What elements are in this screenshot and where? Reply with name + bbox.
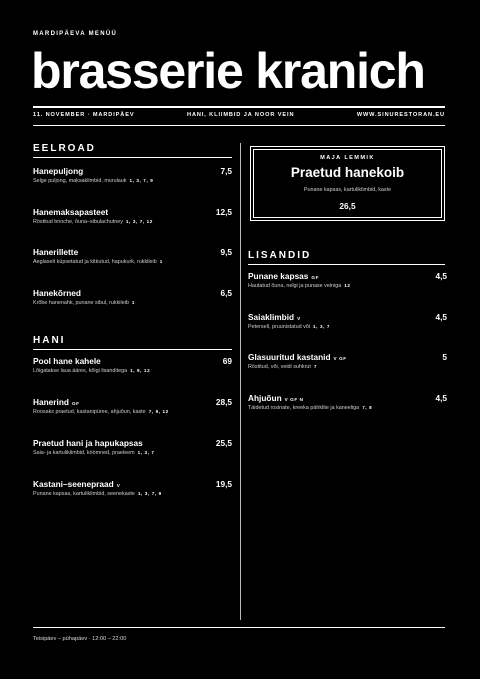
item-price: 25,5 <box>215 438 232 448</box>
featured-description: Punane kapsas, kartuliklimbid, kaste <box>303 187 392 193</box>
item-name: Hanerind <box>33 397 69 407</box>
item-price: 5 <box>442 352 447 362</box>
header-rule-top <box>33 106 445 108</box>
item-description: Petersell, pruunistatud või <box>248 324 311 330</box>
dietary-tag: V GF N <box>284 397 304 402</box>
item-name: Glasuuritud kastanid <box>248 352 331 362</box>
item-description: Lõigatakse laua ääres, kõigi lisanditega <box>33 368 128 374</box>
menu-item <box>33 166 232 188</box>
item-allergens: 7 <box>313 364 318 369</box>
featured-dish-box <box>250 146 445 221</box>
item-allergens: 1 <box>131 300 136 305</box>
item-name: Hanepuljong <box>33 166 84 176</box>
item-name: Pool hane kahele <box>33 356 101 366</box>
restaurant-name: brasserie kranich <box>31 43 425 99</box>
featured-name: Praetud hanekoib <box>290 165 405 180</box>
item-description: Krõbe hanenahk, punane sibul, rukkileib <box>33 300 129 306</box>
section-rule-eelroad <box>33 157 232 158</box>
item-description: Hautatud õuna, nelgi ja punase veiniga <box>248 283 342 289</box>
section-rule-lisandid <box>248 264 445 265</box>
item-price: 4,5 <box>435 312 447 322</box>
item-name: Praetud hani ja hapukapsas <box>33 438 143 448</box>
column-divider <box>240 143 241 620</box>
featured-label: MAJA LEMMIK <box>320 155 375 161</box>
dietary-tag: V <box>297 316 301 321</box>
section-title-eelroad: EELROAD <box>33 143 96 154</box>
item-description: Röstitud, või, veidi suhkrut <box>248 364 311 370</box>
item-name: Hanekõrned <box>33 288 81 298</box>
item-allergens: 1, 3, 7, 12 <box>125 219 153 224</box>
menu-item <box>248 352 447 374</box>
menu-item <box>33 479 232 501</box>
item-description: Selge puljong, maksaklimbid, murulauk <box>33 178 127 184</box>
menu-item <box>33 356 232 378</box>
footer-rule <box>33 627 445 628</box>
menu-date: 11. NOVEMBER · MARDIPÄEV <box>33 112 135 118</box>
item-description: Saia- ja kartuliklimbid, köömned, praeleem <box>33 450 135 456</box>
item-name: Punane kapsas <box>248 271 309 281</box>
item-allergens: 1, 9, 12 <box>130 368 151 373</box>
dietary-tag: V GF <box>333 356 347 361</box>
section-title-hani: HANI <box>33 335 66 346</box>
item-description: Aeglaselt küpsetatud ja kitkutud, hapukurk, rukkileib <box>33 259 157 265</box>
item-name: Ahjuõun <box>248 393 282 403</box>
item-name: Hanemaksapasteet <box>33 207 109 217</box>
item-name: Hanerillette <box>33 247 79 257</box>
item-description: Täidetud rosinate, kreeka pähklite ja kaneeliga <box>248 405 360 411</box>
menu-overline: MARDIPÄEVA MENÜÜ <box>33 31 118 37</box>
item-price: 28,5 <box>215 397 232 407</box>
item-price: 6,5 <box>220 288 232 298</box>
item-price: 7,5 <box>220 166 232 176</box>
section-rule-hani <box>33 349 232 350</box>
section-title-lisandid: LISANDID <box>248 250 312 261</box>
item-price: 9,5 <box>220 247 232 257</box>
item-allergens: 12 <box>344 283 351 288</box>
menu-item <box>248 312 447 334</box>
featured-price: 26,5 <box>339 201 356 211</box>
info-bar <box>33 112 445 122</box>
item-description: Punane kapsas, kartuliklimbid, seenekaste <box>33 491 135 497</box>
item-price: 4,5 <box>435 271 447 281</box>
item-allergens: 1, 3, 7 <box>313 324 331 329</box>
item-allergens: 1, 3, 7 <box>137 450 155 455</box>
menu-item <box>33 288 232 310</box>
item-description: Roosaks praetud, kastanipüree, ahjuõun, kaste <box>33 409 146 415</box>
header-rule-bottom <box>33 125 445 126</box>
menu-item <box>248 271 447 293</box>
menu-item <box>33 438 232 460</box>
opening-hours: Teisipäev – pühapäev · 12:00 – 22:00 <box>33 636 127 642</box>
menu-item <box>33 207 232 229</box>
item-allergens: 1, 3, 7, 9 <box>137 491 162 496</box>
item-price: 69 <box>222 356 232 366</box>
item-allergens: 1, 3, 7, 9 <box>129 178 154 183</box>
item-allergens: 1 <box>159 259 163 264</box>
menu-item <box>33 247 232 269</box>
item-allergens: 7, 8 <box>362 405 373 410</box>
menu-item <box>33 397 232 419</box>
item-name: Kastani–seenepraad <box>33 479 114 489</box>
item-name: Saiaklimbid <box>248 312 295 322</box>
dietary-tag: GF <box>311 275 320 280</box>
item-price: 19,5 <box>215 479 232 489</box>
website-link[interactable]: WWW.SINURESTORAN.EU <box>356 112 445 118</box>
menu-item <box>248 393 447 415</box>
dietary-tag: GF <box>71 401 80 406</box>
menu-theme: HANI, KLIIMBID JA NOOR VEIN <box>187 112 295 118</box>
dietary-tag: V <box>116 483 121 488</box>
item-description: Röstitud brioche, õuna–sibulachutney <box>33 219 123 225</box>
item-price: 4,5 <box>435 393 447 403</box>
item-allergens: 7, 9, 12 <box>148 409 169 414</box>
item-price: 12,5 <box>215 207 232 217</box>
